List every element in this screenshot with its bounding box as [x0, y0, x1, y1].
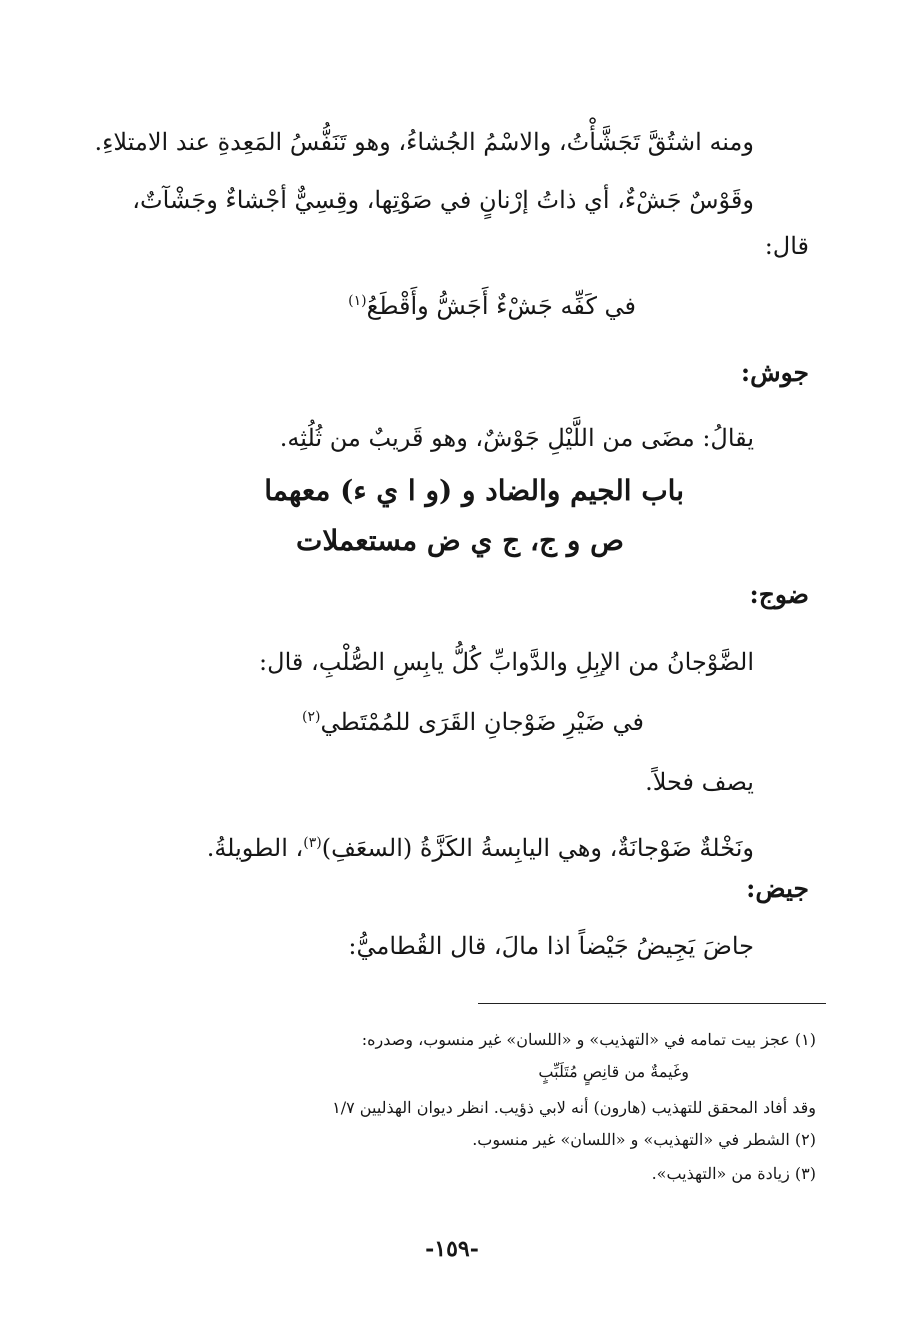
body-line: يصف فحلاً.: [645, 768, 754, 796]
footnote-ref: (٣): [303, 835, 322, 851]
body-line: جاضَ يَجِيضُ جَيْضاً اذا مالَ، قال القُطاميُّ:: [348, 932, 754, 960]
chapter-subtitle: ص و ج، ج ي ض مستعملات: [295, 524, 624, 557]
footnote: (٣) زيادة من «التهذيب».: [651, 1164, 816, 1183]
body-line: وقَوْسٌ جَشْءٌ، أي ذاتُ إرْنانٍ في صَوْتِها، وقِسِيٌّ أجْشاءٌ وجَشْآتٌ،: [132, 186, 754, 214]
entry-heading: جيض:: [746, 874, 809, 903]
footnote-ref: (٢): [302, 709, 321, 725]
body-line: الضَّوْجانُ من الإبِلِ والدَّوابِّ كُلُّ يابِسِ الصُّلْبِ، قال:: [259, 648, 754, 676]
footnote: وقد أفاد المحقق للتهذيب (هارون) أنه لابي ذؤيب. انظر ديوان الهذليين ١/٧: [332, 1098, 816, 1117]
entry-heading: ضوج:: [749, 580, 809, 609]
body-text: ونَخْلةٌ ضَوْجانَةٌ، وهي اليابِسةُ الكَزَّةُ (السعَفِ): [321, 834, 754, 862]
body-text: ، الطويلةُ.: [206, 834, 304, 862]
body-line: يقالُ: مضَى من اللَّيْلِ جَوْشٌ، وهو قَريبٌ من ثُلُثِه.: [279, 424, 754, 452]
entry-heading: جوش:: [740, 358, 809, 387]
verse-text: في ضَيْرِ ضَوْجانِ القَرَى للمُمْتَطي: [320, 708, 644, 736]
body-line: [207, 834, 754, 863]
footnote-ref: (١): [348, 293, 367, 309]
body-line: ومنه اشتُقَّ تَجَشَّأْتُ، والاسْمُ الجُشاءُ، وهو تَنَفُّسُ المَعِدةِ عند الامتلاءِ.: [94, 128, 754, 156]
verse-text: في كَفِّه جَشْءٌ أَجَشُّ وأَقْطَعُ: [366, 292, 636, 320]
verse-line: [348, 292, 636, 321]
footnote-separator: [478, 1003, 826, 1004]
qala-label: قال:: [764, 232, 809, 260]
page-number: -١٥٩-: [425, 1236, 479, 1262]
footnote: (٢) الشطر في «التهذيب» و «اللسان» غير منسوب.: [472, 1130, 816, 1149]
footnote-verse: وغَيمةٌ من قانِصٍ مُتَلَبِّبٍ: [538, 1062, 689, 1081]
footnote: (١) عجز بيت تمامه في «التهذيب» و «اللسان» غير منسوب، وصدره:: [361, 1030, 816, 1049]
verse-line: [302, 708, 644, 737]
chapter-title: باب الجيم والضاد و (و ا ي ء) معهما: [264, 474, 684, 507]
